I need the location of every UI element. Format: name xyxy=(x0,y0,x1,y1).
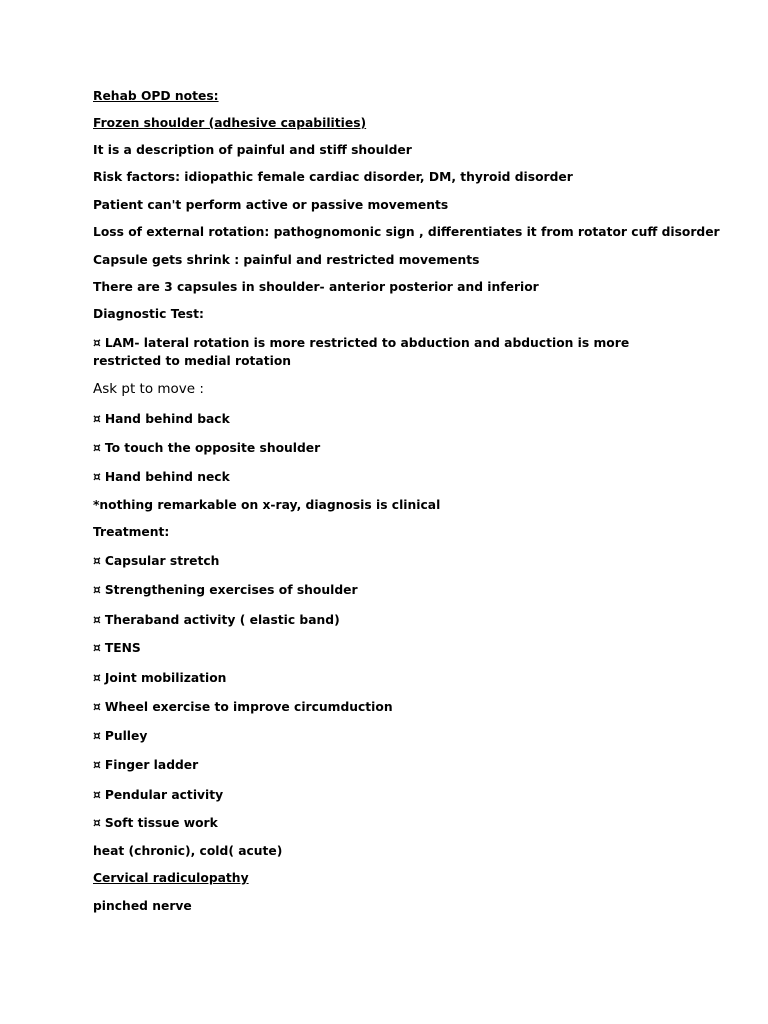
list-item-text: Capsular stretch xyxy=(104,554,220,568)
list-item xyxy=(93,756,673,774)
list-item-text: Strengthening exercises of shoulder xyxy=(104,583,358,597)
bullet-icon: ¤ xyxy=(93,441,101,455)
bullet-icon: ¤ xyxy=(93,470,101,484)
list-item-text: Theraband activity ( elastic band) xyxy=(104,613,340,627)
bullet-icon: ¤ xyxy=(93,758,101,772)
text-line: There are 3 capsules in shoulder- anterior posterior and inferior xyxy=(93,280,539,294)
list-item-lam xyxy=(93,334,673,370)
bullet-icon: ¤ xyxy=(93,412,101,426)
bullet-icon: ¤ xyxy=(93,700,101,714)
text-line: Capsule gets shrink : painful and restricted movements xyxy=(93,253,480,267)
list-item xyxy=(93,727,673,745)
text-line: Risk factors: idiopathic female cardiac disorder, DM, thyroid disorder xyxy=(93,170,573,184)
document-title: Rehab OPD notes: xyxy=(93,89,219,103)
text-line: pinched nerve xyxy=(93,899,192,913)
text-line-loss-rotation xyxy=(93,223,720,241)
list-item xyxy=(93,639,673,657)
treatment-label: Treatment: xyxy=(93,525,170,539)
list-item xyxy=(93,410,673,428)
list-item-text: Hand behind neck xyxy=(104,470,230,484)
bullet-icon: ¤ xyxy=(93,816,101,830)
list-item-text: Joint mobilization xyxy=(104,671,227,685)
section-heading-frozen-shoulder: Frozen shoulder (adhesive capabilities) xyxy=(93,116,367,130)
list-item-text: TENS xyxy=(104,641,141,655)
text-line: Patient can't perform active or passive movements xyxy=(93,198,449,212)
list-item-text: LAM- lateral rotation is more restricted to abduction and abduction is more restricted to medial rotation xyxy=(93,336,630,368)
list-item xyxy=(93,439,673,457)
diagnostic-label: Diagnostic Test: xyxy=(93,307,204,321)
list-item xyxy=(93,611,673,629)
loss-emphasis: pathognomonic xyxy=(273,225,382,239)
list-item xyxy=(93,581,673,599)
list-item xyxy=(93,814,673,832)
list-item-text: To touch the opposite shoulder xyxy=(104,441,321,455)
list-item xyxy=(93,698,673,716)
xray-note: *nothing remarkable on x-ray, diagnosis is clinical xyxy=(93,498,441,512)
list-item-text: Hand behind back xyxy=(104,412,230,426)
bullet-icon: ¤ xyxy=(93,729,101,743)
heat-cold-note: heat (chronic), cold( acute) xyxy=(93,844,283,858)
list-item-text: Finger ladder xyxy=(104,758,199,772)
section-heading-cervical: Cervical radiculopathy xyxy=(93,871,249,885)
loss-suffix: sign , differentiates it from rotator cuff disorder xyxy=(381,225,720,239)
list-item-text: Wheel exercise to improve circumduction xyxy=(104,700,393,714)
ask-label: Ask pt to move : xyxy=(93,381,204,397)
list-item xyxy=(93,786,673,804)
list-item xyxy=(93,669,673,687)
list-item-text: Pendular activity xyxy=(104,788,224,802)
text-line: It is a description of painful and stiff shoulder xyxy=(93,143,412,157)
loss-prefix: Loss of external rotation: xyxy=(93,225,274,239)
bullet-icon: ¤ xyxy=(93,336,101,350)
list-item xyxy=(93,552,673,570)
list-item-text: Soft tissue work xyxy=(104,816,218,830)
bullet-icon: ¤ xyxy=(93,671,101,685)
list-item-text: Pulley xyxy=(104,729,148,743)
bullet-icon: ¤ xyxy=(93,641,101,655)
bullet-icon: ¤ xyxy=(93,788,101,802)
bullet-icon: ¤ xyxy=(93,613,101,627)
bullet-icon: ¤ xyxy=(93,554,101,568)
list-item xyxy=(93,468,673,486)
bullet-icon: ¤ xyxy=(93,583,101,597)
